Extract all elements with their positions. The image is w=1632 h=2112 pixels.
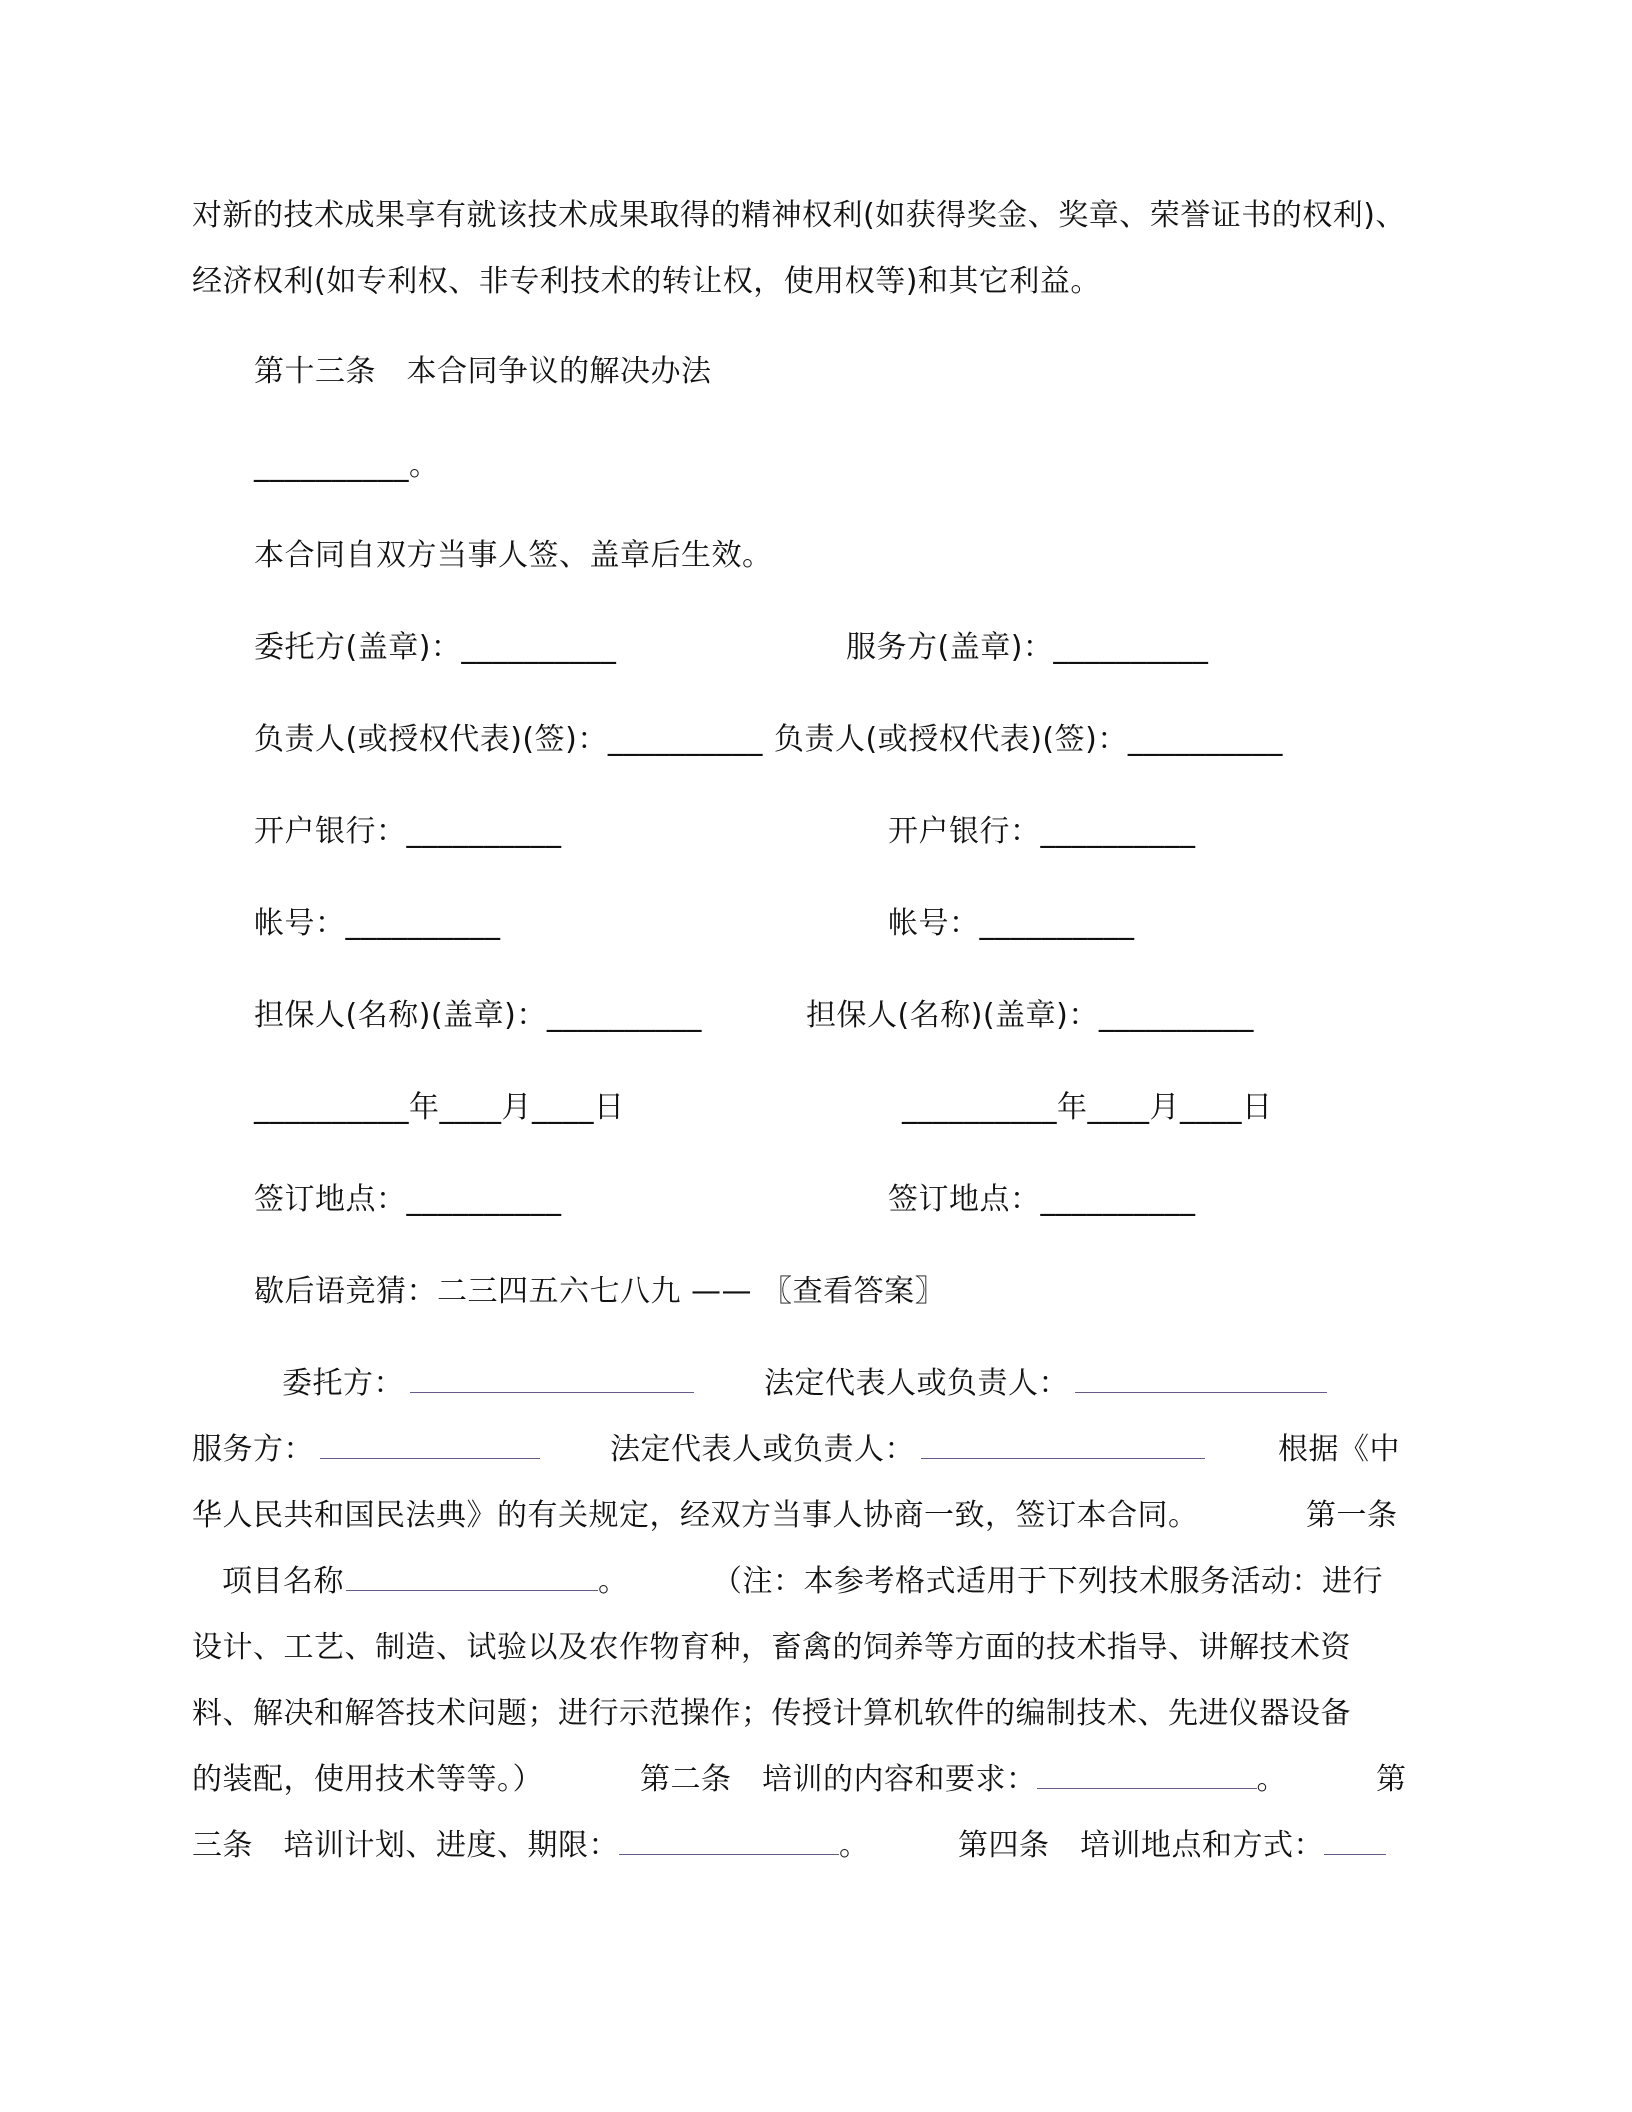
account-right-field: 帐号：__________: [888, 906, 1135, 941]
bank-left-field: 开户银行：__________: [254, 814, 562, 849]
effective-clause: 本合同自双方当事人签、盖章后生效。: [254, 538, 773, 573]
article-4-blank: [1324, 1824, 1386, 1855]
period: 。: [839, 1828, 870, 1863]
legal-rep-blank: [921, 1428, 1205, 1459]
article-2-label: 第二条 培训的内容和要求：: [640, 1762, 1037, 1797]
guarantor-right-field: 担保人(名称)(盖章)：__________: [806, 998, 1254, 1033]
account-left-field: 帐号：__________: [254, 906, 501, 941]
article-2-blank: [1037, 1758, 1257, 1789]
blank-line: __________。: [254, 448, 440, 483]
note-start: （注：本参考格式适用于下列技术服务活动：进行: [712, 1564, 1383, 1599]
place-left-field: 签订地点：__________: [254, 1182, 562, 1217]
riddle-line: [254, 1270, 945, 1314]
article-13-heading: 第十三条 本合同争议的解决办法: [254, 354, 712, 389]
service-label: 服务方：: [192, 1432, 314, 1467]
legal-rep-field-2: [610, 1428, 1205, 1472]
legal-rep-label: 法定代表人或负责人：: [764, 1366, 1069, 1401]
rep-right-field: 负责人(或授权代表)(签)：__________: [774, 722, 1283, 757]
article-3-label: 三条 培训计划、进度、期限：: [192, 1828, 619, 1863]
service-blank: [320, 1428, 540, 1459]
bank-right-field: 开户银行：__________: [888, 814, 1196, 849]
article-4-label: 第四条 培训地点和方式：: [958, 1828, 1324, 1863]
date-right-field: __________年____月____日: [902, 1090, 1273, 1125]
project-name-blank: [346, 1560, 598, 1591]
project-name-field: [222, 1560, 629, 1604]
basis-start: 根据《中: [1278, 1432, 1400, 1467]
article-4-field: [958, 1824, 1386, 1868]
legal-rep-field-1: [764, 1362, 1327, 1406]
place-right-field: 签订地点：__________: [888, 1182, 1196, 1217]
note-line-end: 的装配，使用技术等等。）: [192, 1762, 543, 1797]
article-3-blank: [619, 1824, 839, 1855]
article-3-field: [192, 1824, 870, 1868]
client-seal-field: 委托方(盖章)：__________: [254, 630, 617, 665]
client-field-2: [282, 1362, 694, 1406]
project-name-label: 项目名称: [222, 1564, 344, 1599]
guarantor-left-field: 担保人(名称)(盖章)：__________: [254, 998, 702, 1033]
service-field-2: [192, 1428, 540, 1472]
basis-line: 华人民共和国民法典》的有关规定，经双方当事人协商一致，签订本合同。: [192, 1498, 1199, 1533]
period: 。: [598, 1564, 629, 1599]
paragraph-line: 对新的技术成果享有就该技术成果取得的精神权利(如获得奖金、奖章、荣誉证书的权利)、: [192, 198, 1406, 233]
date-left-field: __________年____月____日: [254, 1090, 625, 1125]
note-line: 料、解决和解答技术问题；进行示范操作；传授计算机软件的编制技术、先进仪器设备: [192, 1696, 1351, 1731]
article-3-start: 第: [1376, 1762, 1407, 1797]
note-line: 设计、工艺、制造、试验以及农作物育种，畜禽的饲养等方面的技术指导、讲解技术资: [192, 1630, 1351, 1665]
riddle-text: 歇后语竞猜：二三四五六七八九 ——: [254, 1274, 763, 1309]
article-2-field: [640, 1758, 1287, 1802]
legal-rep-blank: [1075, 1362, 1327, 1393]
period: 。: [1256, 1762, 1287, 1797]
legal-rep-label: 法定代表人或负责人：: [610, 1432, 915, 1467]
rep-left-field: 负责人(或授权代表)(签)：__________: [254, 722, 763, 757]
riddle-answer-link[interactable]: 〖查看答案〗: [762, 1274, 946, 1309]
client-label: 委托方：: [282, 1366, 404, 1401]
paragraph-line: 经济权利(如专利权、非专利技术的转让权，使用权等)和其它利益。: [192, 264, 1101, 299]
client-blank: [410, 1362, 694, 1393]
service-seal-field: 服务方(盖章)：__________: [846, 630, 1209, 665]
article-1-start: 第一条: [1306, 1498, 1398, 1533]
